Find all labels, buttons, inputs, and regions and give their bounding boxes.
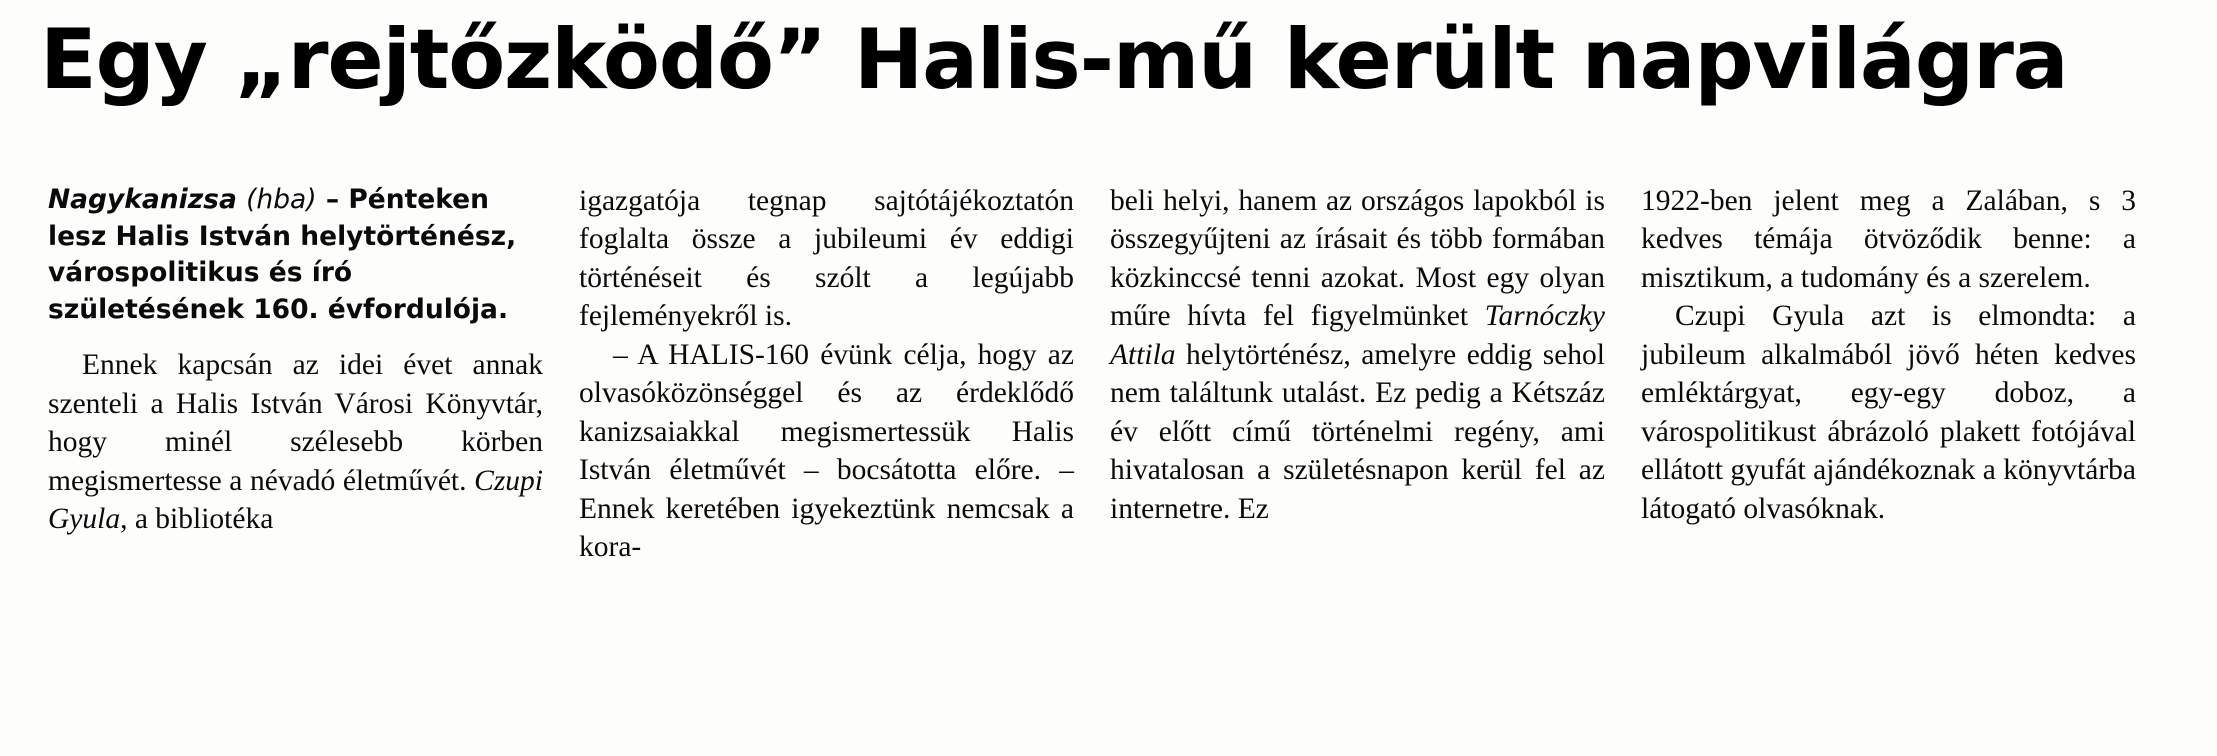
paragraph-segment: beli helyi, hanem az országos lapokból is összegyűjteni az írásait és több formában közkinccsé tenni azokat. Most egy olyan műre hívta fel figyelmünket xyxy=(1110,185,1605,333)
paragraph-segment: helytörténész, amelyre eddig sehol nem találtunk utalást. Ez pedig a Kétszáz év előtt című történelmi regény, ami hivatalosan a születésnapon kerül fel az internetre. Ez xyxy=(1110,338,1605,525)
person-name: Czupi Gyula xyxy=(48,464,543,536)
lead-text: Pénteken lesz Halis István helytörténész, várospolitikus és író születésének 160. évfordulója. xyxy=(48,184,517,325)
paragraph-spacer xyxy=(48,328,543,346)
person-name: Tarnóczky Attila xyxy=(1110,300,1605,371)
body-paragraph xyxy=(579,182,1074,336)
body-paragraph xyxy=(48,346,543,538)
paragraph-segment: 1922-ben jelent meg a Zalában, s 3 kedves témája ötvöződik benne: a misztikum, a tudomány és a szerelem. xyxy=(1641,185,2136,294)
paragraph-segment: igazgatója tegnap sajtótájékoztatón foglalta össze a jubileumi év eddigi történéseit és szólt a legújabb fejleményekről is. xyxy=(579,185,1074,333)
article-column-3 xyxy=(1110,182,1605,742)
paragraph-segment: Czupi Gyula azt is elmondta: a jubileum alkalmából jövő héten kedves emléktárgyat, egy-egy doboz, a várospolitikust ábrázoló plakett fotójával ellátott gyufát ajándékoznak a könyvtárba látogató olvasóknak. xyxy=(1641,300,2136,525)
paragraph-segment: – A HALIS-160 évünk célja, hogy az olvasóközönséggel és az érdeklődő kanizsaiakkal megismertessük Halis István életművét – bocsátotta előre. – Ennek keretében igyekeztünk nemcsak a kora- xyxy=(579,338,1074,564)
dateline-dash: – xyxy=(316,184,349,215)
body-paragraph xyxy=(1641,182,2136,297)
paragraph-segment: , a bibliotéka xyxy=(120,503,274,536)
article-column-2 xyxy=(579,182,1074,742)
article-column-4 xyxy=(1641,182,2136,742)
dateline-byline: (hba) xyxy=(246,184,317,215)
article-columns xyxy=(48,182,2178,742)
body-paragraph xyxy=(1110,182,1605,528)
lead-paragraph xyxy=(48,182,543,328)
body-paragraph xyxy=(1641,297,2136,528)
page-title: Egy „rejtőzködő” Halis-mű került napvilágra xyxy=(40,11,2068,108)
body-paragraph xyxy=(579,336,1074,567)
article-column-1 xyxy=(48,182,543,742)
paragraph-segment: Ennek kapcsán az idei évet annak szenteli a Halis István Városi Könyvtár, hogy minél szélesebb körben megismertesse a névadó életművét. xyxy=(48,349,543,497)
dateline-place: Nagykanizsa xyxy=(48,184,237,215)
